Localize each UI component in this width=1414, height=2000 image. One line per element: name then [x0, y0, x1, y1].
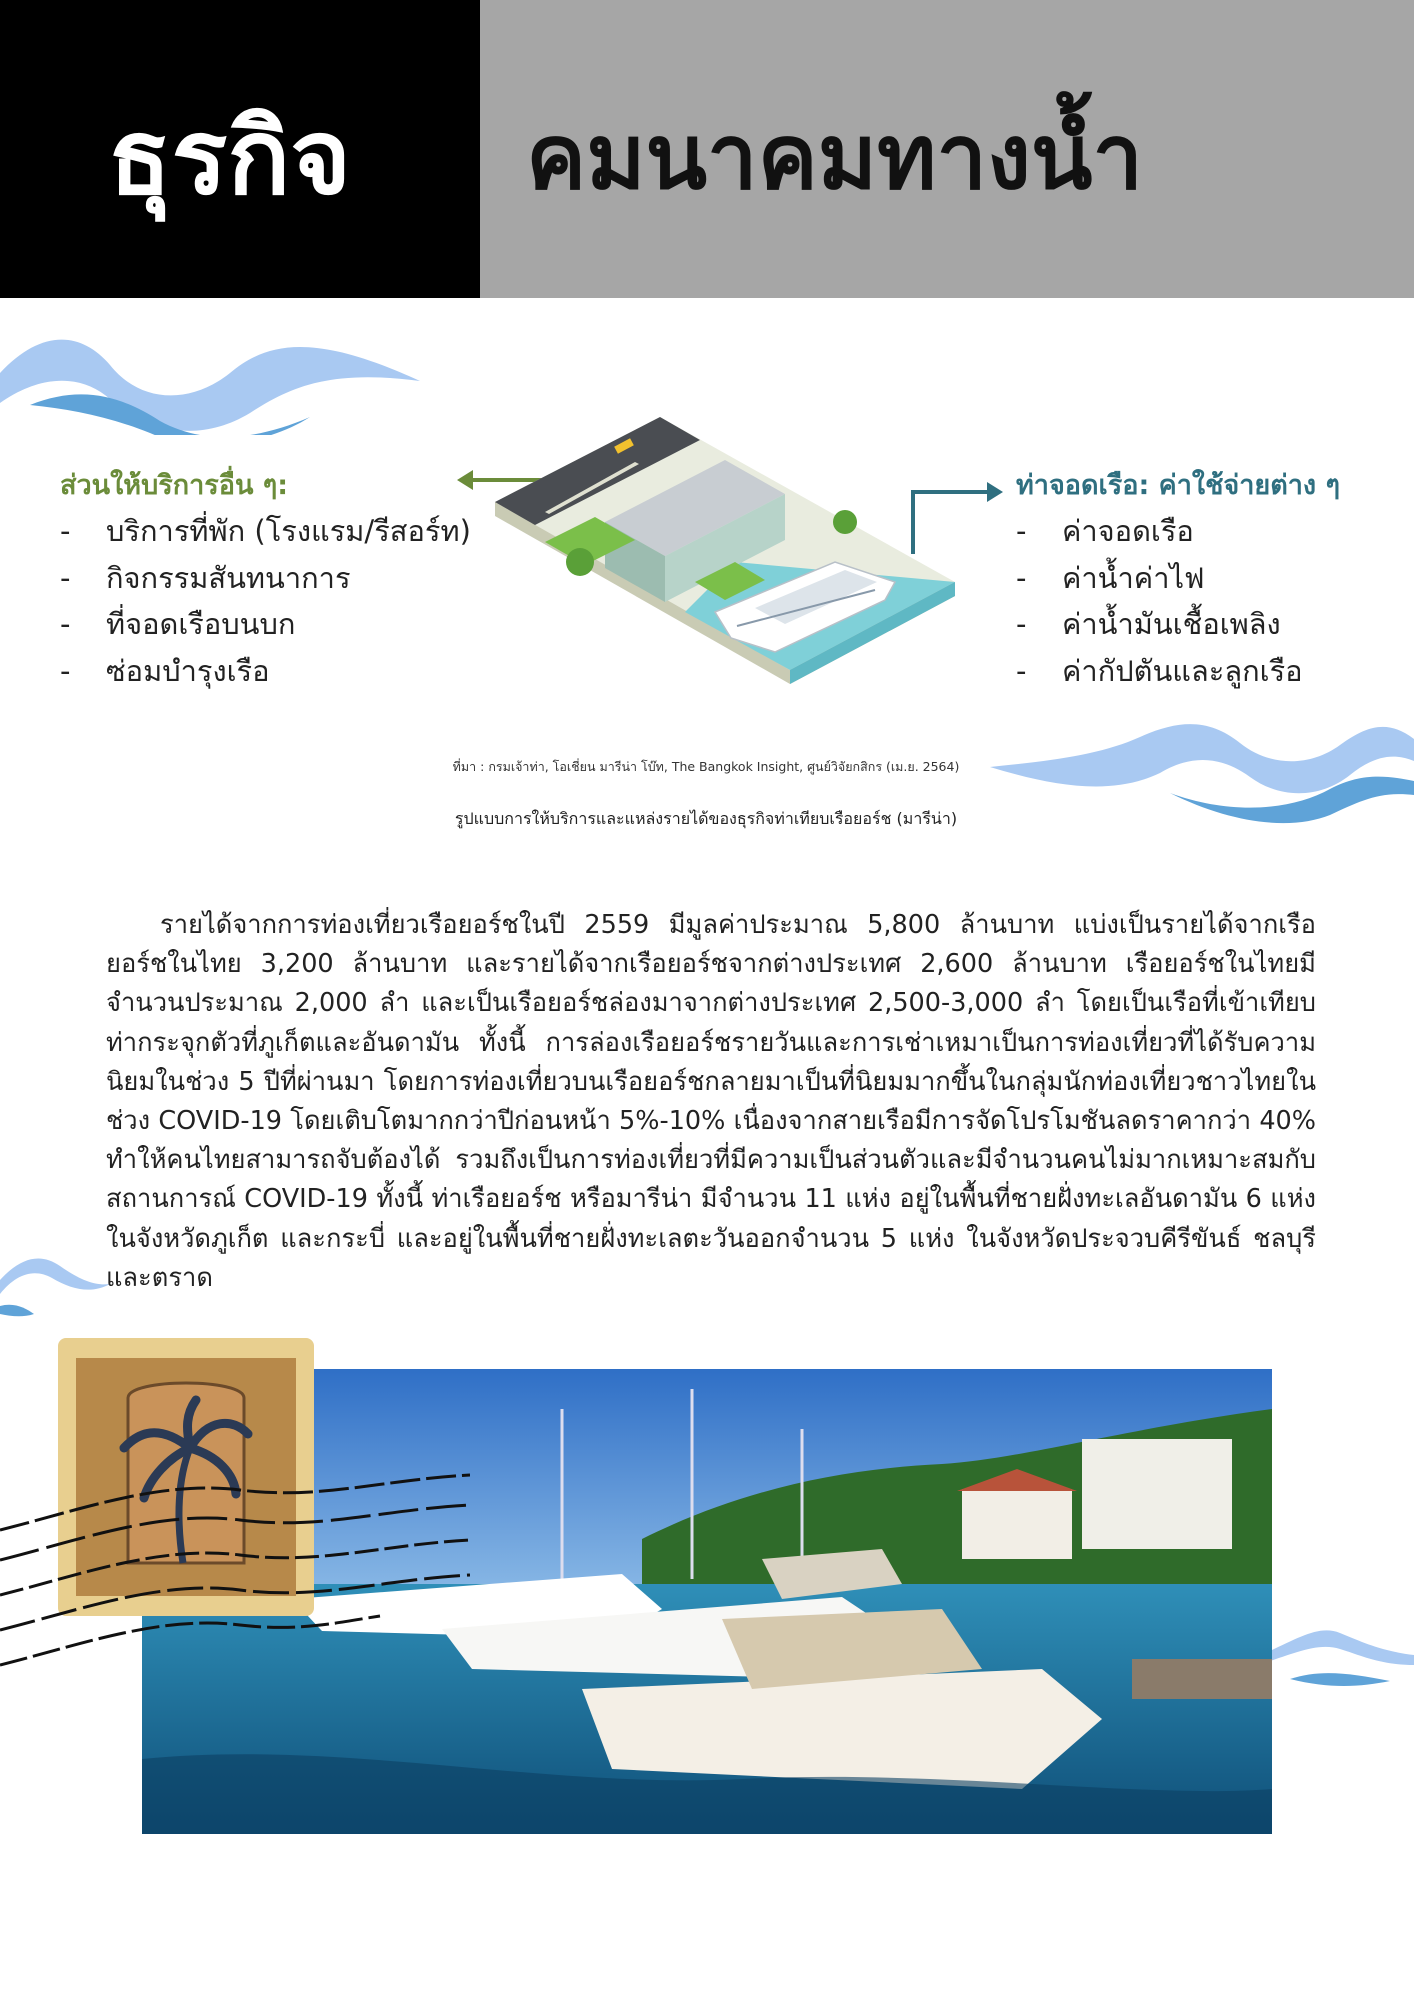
- list-item: - กิจกรรมสันทนาการ: [60, 560, 351, 595]
- wave-decoration-top-left: [0, 325, 430, 435]
- list-item: - ค่าน้ำมันเชื้อเพลิง: [1016, 607, 1281, 641]
- list-item: - ค่าน้ำค่าไฟ: [1016, 560, 1205, 595]
- header-title-left: ธุรกิจ: [108, 96, 352, 218]
- list-item: - ค่ากัปตันและลูกเรือ: [1016, 653, 1303, 688]
- wave-decoration-lower-right: [1270, 1615, 1414, 1695]
- header-right-block: [480, 0, 1414, 298]
- body-paragraph: รายได้จากการท่องเที่ยวเรือยอร์ชในปี 2559 มีมูลค่าประมาณ 5,800 ล้านบาท แบ่งเป็นรายได้จากเรือยอร์ชในไทย 3,200 ล้านบาท และรายได้จากเรือยอร์ชจากต่างประเทศ 2,600 ล้านบาท เรือยอร์ชในไทยมีจำนวนประมาณ 2,000 ลำ และเป็นเรือยอร์ชล่องมาจากต่างประเทศ 2,500-3,000 ลำ โดยเป็นเรือที่เข้าเทียบท่ากระจุกตัวที่ภูเก็ตและอันดามัน ทั้งนี้ การล่องเรือยอร์ชรายวันและการเช่าเหมาเป็นการท่องเที่ยวที่ได้รับความนิยมในช่วง 5 ปีที่ผ่านมา โดยการท่องเที่ยวบนเรือยอร์ชกลายมาเป็นที่นิยมมากขึ้นในกลุ่มนักท่องเที่ยวชาวไทยในช่วง COVID-19 โดยเติบโตมากกว่าปีก่อนหน้า 5%-10% เนื่องจากสายเรือมีการจัดโปรโมชันลดราคากว่า 40% ทำให้คนไทยสามารถจับต้องได้ รวมถึงเป็นการท่องเที่ยวที่มีความเป็นส่วนตัวและมีจำนวนคนไม่มากเหมาะสมกับสถานการณ์ COVID-19 ทั้งนี้ ท่าเรือยอร์ช หรือมารีน่า มีจำนวน 11 แห่ง อยู่ในพื้นที่ชายฝั่งทะเลอันดามัน 6 แห่ง ในจังหวัดภูเก็ต และกระบี่ และอยู่ในพื้นที่ชายฝั่งทะเลตะวันออกจำนวน 5 แห่ง ในจังหวัดประจวบคีรีขันธ์ ชลบุรี และตราด: [106, 910, 1316, 1293]
- wave-decoration-lower-left: [0, 1250, 120, 1320]
- figure-caption: รูปแบบการให้บริการและแหล่งรายได้ของธุรกิจท่าเทียบเรือยอร์ช (มารีน่า): [454, 809, 958, 828]
- left-service-list: [60, 508, 471, 694]
- source-note: ที่มา : กรมเจ้าท่า, โอเชี่ยน มารีน่า โบ๊ท, The Bangkok Insight, ศูนย์วิจัยกสิกร (เม.ย. 2564): [452, 759, 960, 774]
- header-left-block: [0, 0, 480, 298]
- postmark-lines: [0, 1470, 470, 1670]
- marina-illustration: [485, 412, 965, 722]
- right-cost-list: [1016, 508, 1303, 694]
- list-item: - ที่จอดเรือบนบก: [60, 607, 296, 641]
- right-list-title: ท่าจอดเรือ: ค่าใช้จ่ายต่าง ๆ: [1016, 470, 1340, 501]
- left-list-title: ส่วนให้บริการอื่น ๆ:: [60, 470, 289, 501]
- header-title-right: คมนาคมทางน้ำ: [526, 105, 1143, 210]
- list-item: - ค่าจอดเรือ: [1016, 514, 1194, 548]
- list-item: - บริการที่พัก (โรงแรม/รีสอร์ท): [60, 514, 471, 548]
- list-item: - ซ่อมบำรุงเรือ: [60, 653, 270, 688]
